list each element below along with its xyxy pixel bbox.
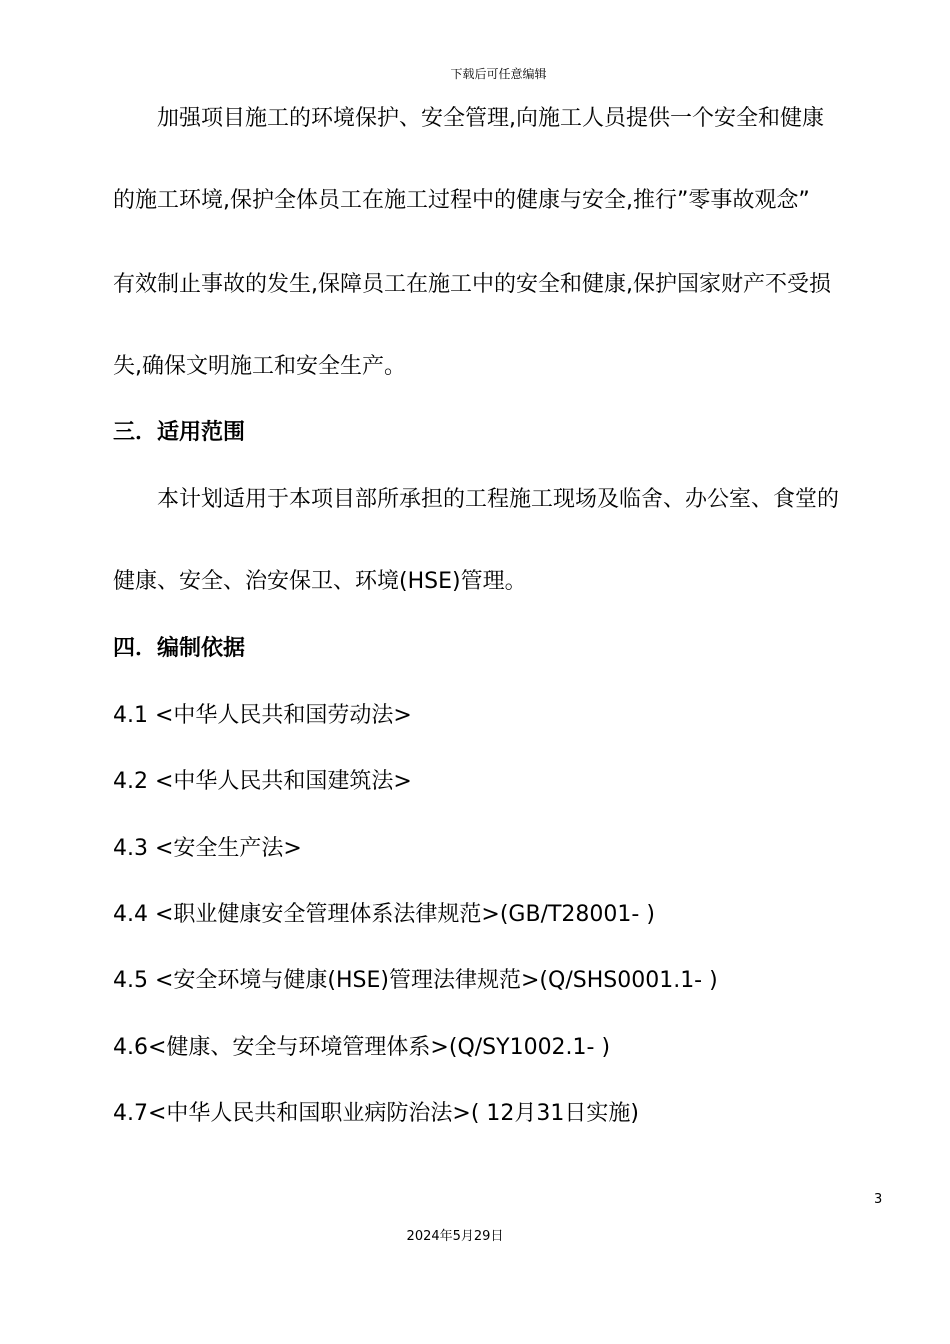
footer-date: 2024年5月29日 xyxy=(406,1229,504,1244)
header-note: 下载后可任意编辑 xyxy=(450,67,547,81)
list-item: 4.5 <安全环境与健康(HSE)管理法律规范>(Q/SHS0001.1- ) xyxy=(113,968,718,993)
list-item: 4.2 <中华人民共和国建筑法> xyxy=(113,769,412,794)
paragraph-line: 有效制止事故的发生,保障员工在施工中的安全和健康,保护国家财产不受损 xyxy=(113,272,831,297)
paragraph-line: 加强项目施工的环境保护、安全管理,向施工人员提供一个安全和健康 xyxy=(157,106,824,131)
section-heading-scope: 三．适用范围 xyxy=(113,420,246,445)
list-item: 4.7<中华人民共和国职业病防治法>( 12月31日实施) xyxy=(113,1101,640,1126)
paragraph-line: 本计划适用于本项目部所承担的工程施工现场及临舍、办公室、食堂的 xyxy=(157,487,840,512)
page-number: 3 xyxy=(874,1192,883,1207)
paragraph-line: 失,确保文明施工和安全生产。 xyxy=(113,354,406,379)
list-item: 4.6<健康、安全与环境管理体系>(Q/SY1002.1- ) xyxy=(113,1035,611,1060)
list-item: 4.4 <职业健康安全管理体系法律规范>(GB/T28001- ) xyxy=(113,902,655,927)
paragraph-line: 健康、安全、治安保卫、环境(HSE)管理。 xyxy=(113,569,527,594)
section-heading-basis: 四．编制依据 xyxy=(113,636,246,661)
list-item: 4.3 <安全生产法> xyxy=(113,836,302,861)
paragraph-line: 的施工环境,保护全体员工在施工过程中的健康与安全,推行”零事故观念” xyxy=(113,188,810,213)
list-item: 4.1 <中华人民共和国劳动法> xyxy=(113,703,412,728)
